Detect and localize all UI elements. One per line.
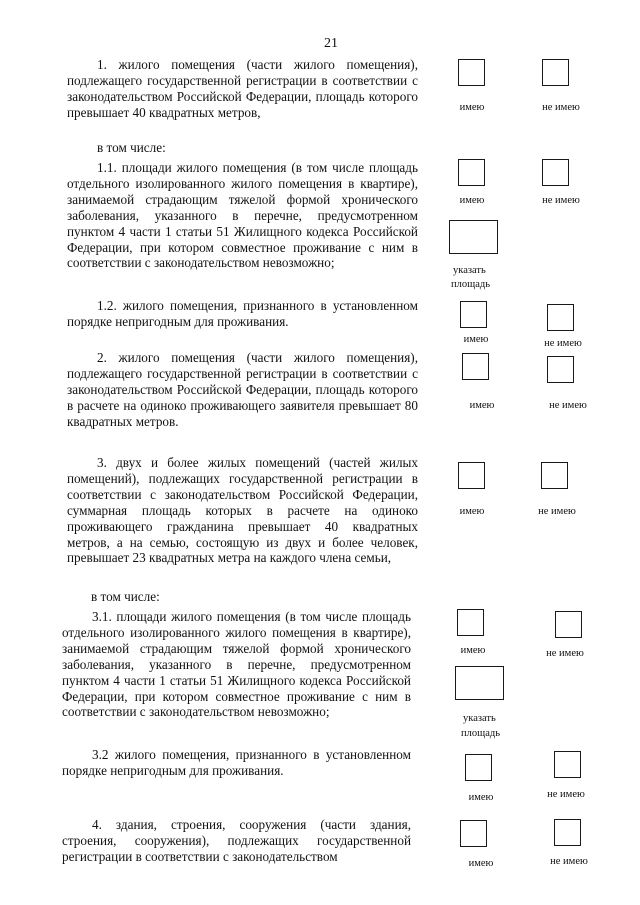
- item-1-2-not-have-label: не имею: [544, 338, 582, 349]
- page-number: 21: [324, 36, 338, 51]
- item-4-not-have-label: не имею: [550, 856, 588, 867]
- item-3-including-label: в том числе:: [91, 589, 160, 604]
- item-1-1-area-field[interactable]: [449, 220, 498, 254]
- item-3-2-not-have-checkbox[interactable]: [554, 751, 581, 778]
- item-3-2-have-label: имею: [468, 792, 494, 803]
- item-3-text: 3. двух и более жилых помещений (частей жилых помещений), подлежащих государственной регистрации в соответствии с законодательством Российской Федерации, суммарная площадь которых в расчете на одиноко проживающего гражданина превышает 40 квадратных метров, а на семью, состоящую из двух и более человек, превышает 23 квадратных метра на каждого члена семьи,: [67, 455, 418, 566]
- item-3-1-not-have-label: не имею: [546, 648, 584, 659]
- item-3-1-area-label: площадь: [461, 728, 500, 739]
- item-1-not-have-checkbox[interactable]: [542, 59, 569, 86]
- item-3-not-have-label: не имею: [538, 506, 576, 517]
- item-3-1-not-have-checkbox[interactable]: [555, 611, 582, 638]
- item-3-1-specify-label: указать: [463, 713, 496, 724]
- item-4-not-have-checkbox[interactable]: [554, 819, 581, 846]
- item-3-2-not-have-label: не имею: [547, 789, 585, 800]
- item-1-2-have-checkbox[interactable]: [460, 301, 487, 328]
- item-2-not-have-checkbox[interactable]: [547, 356, 574, 383]
- item-2-have-checkbox[interactable]: [462, 353, 489, 380]
- item-1-1-not-have-checkbox[interactable]: [542, 159, 569, 186]
- item-1-1-have-label: имею: [459, 195, 485, 206]
- item-3-have-label: имею: [459, 506, 485, 517]
- item-3-1-area-field[interactable]: [455, 666, 504, 700]
- item-1-1-text: 1.1. площади жилого помещения (в том числе площадь отдельного изолированного жилого помещения в квартире), занимаемой страдающим тяжелой формой хронического заболевания, указанного в перечне, предусмотренном пунктом 4 части 1 статьи 51 Жилищного кодекса Российской Федерации, при котором совместное проживание с ним в соответствии с законодательством невозможно;: [67, 160, 418, 271]
- item-3-1-text: 3.1. площади жилого помещения (в том числе площадь отдельного изолированного жилого помещения в квартире), занимаемой страдающим тяжелой формой хронического заболевания, указанного в перечне, предусмотренном пунктом 4 части 1 статьи 51 Жилищного кодекса Российской Федерации, при котором совместное проживание с ним в соответствии с законодательством невозможно;: [62, 609, 411, 720]
- item-3-1-have-checkbox[interactable]: [457, 609, 484, 636]
- item-1-1-specify-label: указать: [453, 265, 486, 276]
- item-3-not-have-checkbox[interactable]: [541, 462, 568, 489]
- item-1-1-have-checkbox[interactable]: [458, 159, 485, 186]
- item-3-have-checkbox[interactable]: [458, 462, 485, 489]
- item-2-not-have-label: не имею: [549, 400, 587, 411]
- item-4-have-checkbox[interactable]: [460, 820, 487, 847]
- item-3-2-have-checkbox[interactable]: [465, 754, 492, 781]
- item-1-2-have-label: имею: [463, 334, 489, 345]
- item-1-text: 1. жилого помещения (части жилого помещения), подлежащего государственной регистрации в соответствии с законодательством Российской Федерации, площадь которого превышает 40 квадратных метров,: [67, 57, 418, 120]
- item-1-including-label: в том числе:: [97, 140, 166, 155]
- item-1-have-checkbox[interactable]: [458, 59, 485, 86]
- item-2-text: 2. жилого помещения (части жилого помещения), подлежащего государственной регистрации в соответствии с законодательством Российской Федерации, площадь которого в расчете на одиноко проживающего заявителя превышает 80 квадратных метров.: [67, 350, 418, 429]
- item-3-1-have-label: имею: [460, 645, 486, 656]
- item-1-1-area-label: площадь: [451, 279, 490, 290]
- item-1-2-not-have-checkbox[interactable]: [547, 304, 574, 331]
- item-3-2-text: 3.2 жилого помещения, признанного в установленном порядке непригодным для проживания.: [62, 747, 411, 778]
- item-1-2-text: 1.2. жилого помещения, признанного в установленном порядке непригодным для проживания.: [67, 298, 418, 329]
- item-2-have-label: имею: [469, 400, 495, 411]
- item-1-1-not-have-label: не имею: [542, 195, 580, 206]
- item-4-text: 4. здания, строения, сооружения (части здания, строения, сооружения), подлежащих государственной регистрации в соответствии с законодательством: [62, 817, 411, 864]
- item-4-have-label: имею: [468, 858, 494, 869]
- item-1-not-have-label: не имею: [542, 102, 580, 113]
- item-1-have-label: имею: [459, 102, 485, 113]
